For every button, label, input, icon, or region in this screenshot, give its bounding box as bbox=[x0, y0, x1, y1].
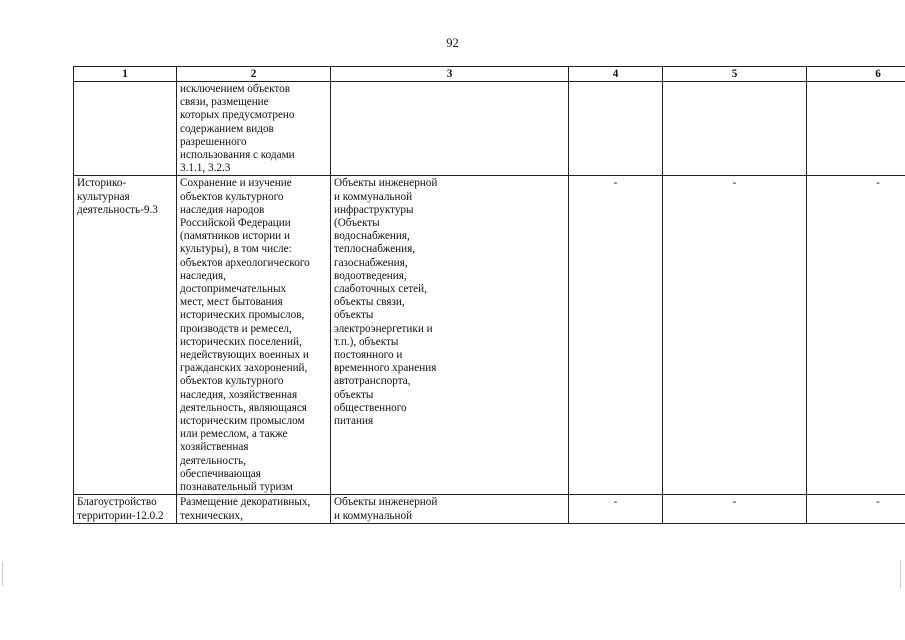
cell-text-line: гражданских захоронений, bbox=[180, 362, 308, 375]
cell-text-line: объектов культурного bbox=[180, 375, 284, 388]
cell-text-line: наследия, хозяйственная bbox=[180, 388, 298, 401]
table-cell-col-4: - bbox=[569, 495, 663, 523]
table-cell-col-2 bbox=[177, 176, 331, 495]
table-cell-col-2 bbox=[177, 82, 331, 176]
table-cell-col-6: - bbox=[807, 495, 905, 523]
cell-text-line: объекты связи, bbox=[334, 296, 405, 309]
cell-text-line: достопримечательных bbox=[180, 283, 287, 296]
cell-text-line: содержанием видов bbox=[180, 122, 274, 135]
cell-text-line: наследия, bbox=[180, 269, 226, 282]
cell-text-line: познавательный туризм bbox=[180, 481, 293, 494]
cell-text-line: деятельность-9.3 bbox=[77, 203, 158, 216]
table-row bbox=[74, 495, 905, 523]
table-cell-col-3 bbox=[331, 82, 569, 176]
cell-text-line: (Объекты bbox=[334, 217, 380, 230]
table-cell-col-5: - bbox=[663, 176, 807, 495]
cell-text-line: территории-12.0.2 bbox=[77, 509, 164, 522]
cell-text-line: деятельность, bbox=[180, 454, 246, 467]
table-body bbox=[74, 82, 905, 524]
cell-text-line: историческим промыслом bbox=[180, 415, 305, 428]
cell-text-line: недействующих военных и bbox=[180, 349, 309, 362]
cell-text-line: 3.1.1, 3.2.3 bbox=[180, 162, 231, 175]
column-header-4: 4 bbox=[569, 67, 663, 82]
cell-text-line: мест, мест бытования bbox=[180, 296, 283, 309]
table-row bbox=[74, 176, 905, 495]
table-cell-col-3 bbox=[331, 176, 569, 495]
cell-text-line: (памятников истории и bbox=[180, 230, 290, 243]
cell-text-line: водоснабжения, bbox=[334, 230, 410, 243]
cell-text-line: автотранспорта, bbox=[334, 375, 411, 388]
table-cell-col-3 bbox=[331, 495, 569, 523]
cell-text-line: исторических промыслов, bbox=[180, 309, 305, 322]
cell-text-line: или ремеслом, а также bbox=[180, 428, 288, 441]
cell-text-line: объекты bbox=[334, 388, 374, 401]
table-cell-col-4: - bbox=[569, 176, 663, 495]
cell-text-line: наследия народов bbox=[180, 203, 265, 216]
cell-text-line: технических, bbox=[180, 509, 243, 522]
cell-text-line: разрешенного bbox=[180, 135, 247, 148]
cell-text-line: объекты bbox=[334, 309, 374, 322]
scan-edge-mark-right bbox=[900, 560, 901, 588]
cell-text-line: деятельность, являющаяся bbox=[180, 401, 307, 414]
cell-text-line: культурная bbox=[77, 190, 130, 203]
cell-text-line: слаботочных сетей, bbox=[334, 283, 427, 296]
cell-text-line: временного хранения bbox=[334, 362, 437, 375]
column-header-5: 5 bbox=[663, 67, 807, 82]
cell-text-line: исключением объектов bbox=[180, 83, 290, 95]
permitted-use-table bbox=[73, 66, 905, 524]
cell-text-line: Сохранение и изучение bbox=[180, 177, 292, 190]
cell-text-line: постоянного и bbox=[334, 349, 403, 362]
table-cell-col-1 bbox=[74, 176, 177, 495]
table-cell-col-1 bbox=[74, 82, 177, 176]
cell-text-line: газоснабжения, bbox=[334, 256, 408, 269]
cell-text-line: электроэнергетики и bbox=[334, 322, 433, 335]
table-cell-col-4 bbox=[569, 82, 663, 176]
cell-text-line: Российской Федерации bbox=[180, 217, 291, 230]
cell-text-line: производств и ремесел, bbox=[180, 322, 292, 335]
column-header-2: 2 bbox=[177, 67, 331, 82]
table-cell-col-2 bbox=[177, 495, 331, 523]
cell-text-line: Благоустройство bbox=[77, 496, 157, 509]
cell-text-line: объектов культурного bbox=[180, 190, 284, 203]
cell-text-line: использования с кодами bbox=[180, 149, 295, 162]
cell-text-line: и коммунальной bbox=[334, 509, 413, 522]
cell-text-line: общественного bbox=[334, 401, 407, 414]
column-header-3: 3 bbox=[331, 67, 569, 82]
column-header-1: 1 bbox=[74, 67, 177, 82]
cell-text-line: инфраструктуры bbox=[334, 203, 414, 216]
table-cell-col-6: - bbox=[807, 176, 905, 495]
cell-text-line: культуры), в том числе: bbox=[180, 243, 292, 256]
table-header-row bbox=[74, 67, 905, 82]
cell-text-line: которых предусмотрено bbox=[180, 109, 295, 122]
cell-text-line: питания bbox=[334, 415, 374, 428]
cell-text-line: водоотведения, bbox=[334, 269, 407, 282]
cell-text-line: хозяйственная bbox=[180, 441, 249, 454]
cell-text-line: связи, размещение bbox=[180, 96, 269, 109]
cell-text-line: т.п.), объекты bbox=[334, 335, 399, 348]
cell-text-line: теплоснабжения, bbox=[334, 243, 416, 256]
page-number: 92 bbox=[446, 36, 459, 50]
table-cell-col-5 bbox=[663, 82, 807, 176]
cell-text-line: Размещение декоративных, bbox=[180, 496, 311, 509]
cell-text-line: обеспечивающая bbox=[180, 467, 261, 480]
cell-text-line: Объекты инженерной bbox=[334, 177, 438, 190]
table-cell-col-5: - bbox=[663, 495, 807, 523]
cell-text-line: Объекты инженерной bbox=[334, 496, 438, 509]
scan-edge-mark-left bbox=[2, 562, 3, 586]
cell-text-line: и коммунальной bbox=[334, 190, 413, 203]
cell-text-line: исторических поселений, bbox=[180, 335, 302, 348]
cell-text-line: Историко- bbox=[77, 177, 127, 190]
table-cell-col-1 bbox=[74, 495, 177, 523]
table-row bbox=[74, 82, 905, 176]
cell-text-line: объектов археологического bbox=[180, 256, 310, 269]
table-cell-col-6 bbox=[807, 82, 905, 176]
column-header-6: 6 bbox=[807, 67, 905, 82]
